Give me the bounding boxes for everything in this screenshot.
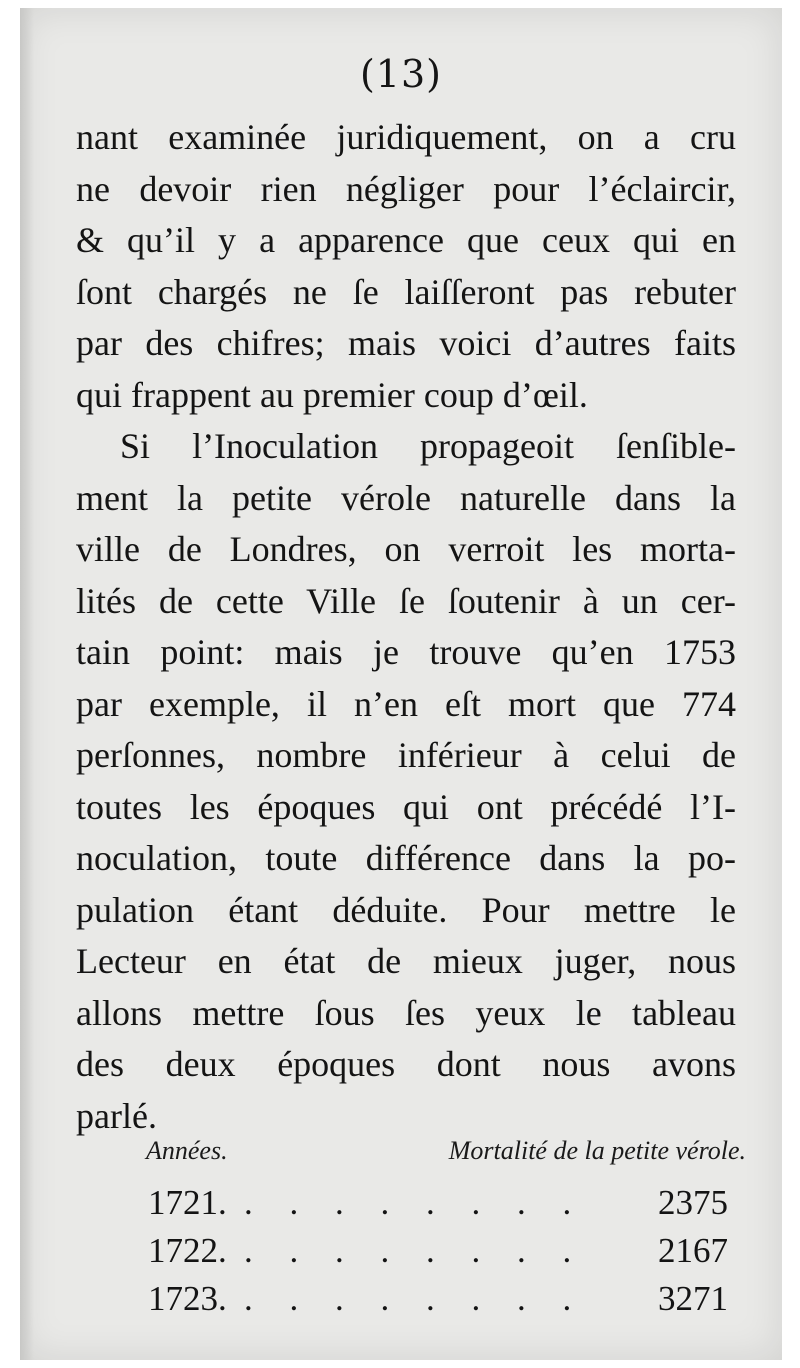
text-line: Si l’Inoculation propageoit ſenſible-	[120, 426, 736, 466]
text-line: par des chifres; mais voici d’autres faits	[76, 323, 736, 363]
year-cell: 1722.	[148, 1231, 227, 1270]
text-line: pulation étant déduite. Pour mettre le	[76, 889, 736, 930]
text-line: par exemple, il n’en eſt mort que 774	[76, 683, 736, 724]
text-line: noculation, toute différence dans la po-	[76, 838, 736, 878]
mortality-cell: 2375	[658, 1183, 728, 1222]
mortality-table	[148, 1183, 728, 1327]
text-line: lités de cette Ville ſe ſoutenir à un cer-	[76, 580, 736, 621]
dot-leader: . . . . . . . .	[244, 1183, 586, 1222]
table-row	[148, 1279, 728, 1327]
text-line: & qu’il y a apparence que ceux qui en	[76, 220, 736, 260]
column-header-year: Années.	[146, 1136, 228, 1165]
text-line: parlé.	[76, 1095, 157, 1136]
text-line: des deux époques dont nous avons	[76, 1044, 736, 1084]
mortality-cell: 2167	[658, 1231, 728, 1270]
page-gutter-shadow	[20, 8, 34, 1360]
text-line: Lecteur en état de mieux juger, nous	[76, 941, 736, 981]
mortality-cell: 3271	[658, 1279, 728, 1318]
text-line: toutes les époques qui ont précédé l’I-	[76, 786, 736, 827]
column-header-mortality: Mortalité de la petite vérole.	[448, 1136, 746, 1165]
text-line: ne devoir rien négliger pour l’éclaircir,	[76, 168, 736, 209]
text-line: allons mettre ſous ſes yeux le tableau	[76, 992, 736, 1033]
text-line: nant examinée juridiquement, on a cru	[76, 117, 736, 157]
book-page	[20, 8, 782, 1360]
body-text	[76, 112, 736, 1142]
dot-leader: . . . . . . . .	[244, 1279, 586, 1318]
text-line: qui frappent au premier coup d’œil.	[76, 374, 588, 415]
dot-leader: . . . . . . . .	[244, 1231, 586, 1270]
text-line: ſont chargés ne ſe laiſſeront pas rebuter	[76, 271, 736, 312]
table-row	[148, 1183, 728, 1231]
text-line: ville de Londres, on verroit les morta-	[76, 529, 736, 569]
year-cell: 1723.	[148, 1279, 227, 1318]
text-line: tain point: mais je trouve qu’en 1753	[76, 632, 736, 672]
text-line: ment la petite vérole naturelle dans la	[76, 477, 736, 518]
year-cell: 1721.	[148, 1183, 227, 1222]
text-line: perſonnes, nombre inférieur à celui de	[76, 735, 736, 775]
page-number: (13)	[359, 52, 442, 96]
table-row	[148, 1231, 728, 1279]
